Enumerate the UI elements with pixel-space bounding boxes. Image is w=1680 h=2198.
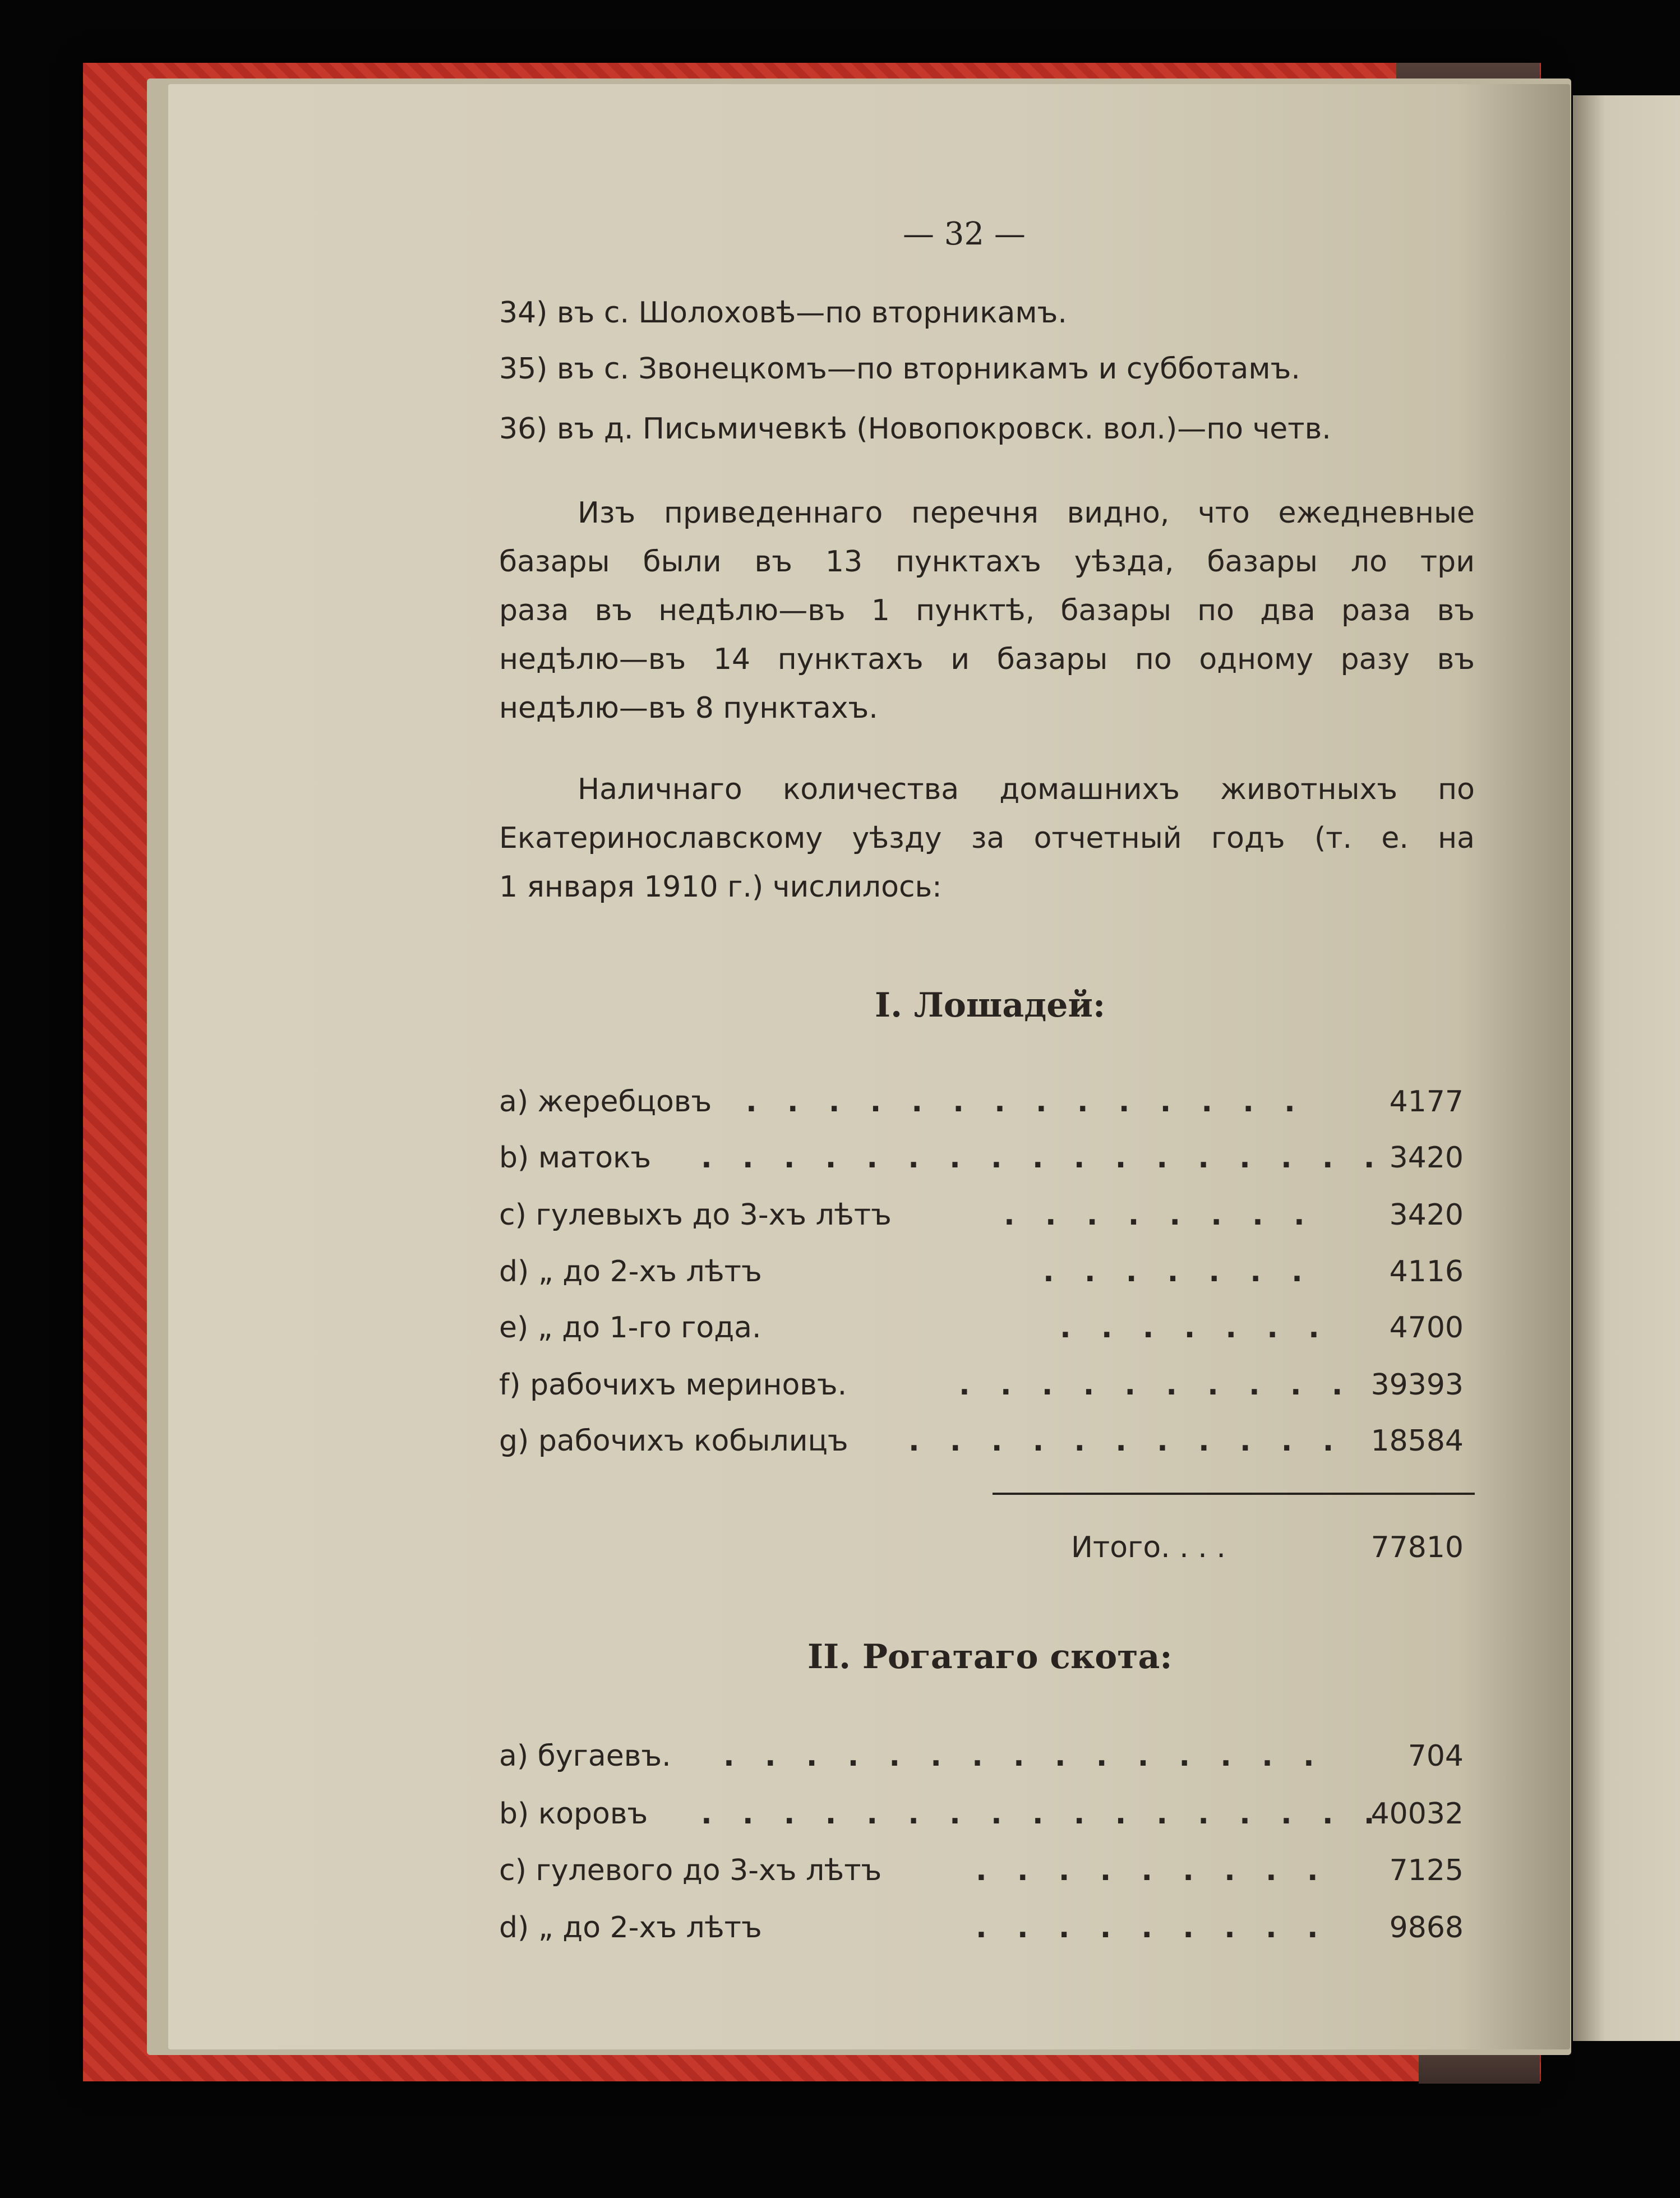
leader-dots: . . . . . . . . . . . . . . (746, 1085, 1305, 1119)
leader-dots: . . . . . . . . . . . . . . . (723, 1739, 1324, 1773)
row-value: 3420 (1389, 1141, 1464, 1175)
total-label: Итого. . . . (1071, 1531, 1226, 1564)
leader-dots: . . . . . . . . . (976, 1911, 1328, 1945)
row-label: g) рабочихъ кобылицъ (499, 1424, 848, 1458)
table-row (499, 1311, 1464, 1350)
paragraph-line: недѣлю—въ 8 пунктахъ. (499, 691, 878, 725)
leader-dots: . . . . . . . (1043, 1255, 1313, 1289)
table-row (499, 1141, 1464, 1180)
facing-page-edge (1573, 95, 1680, 2041)
paragraph-line: недѣлю—въ 14 пунктахъ и базары по одному разу въ (499, 643, 1475, 676)
row-value: 4177 (1389, 1085, 1464, 1119)
leader-dots: . . . . . . . . . (976, 1854, 1328, 1887)
table-row (499, 1854, 1464, 1893)
row-value: 40032 (1370, 1797, 1464, 1831)
leader-dots: . . . . . . . . . . . . . . . . . (701, 1141, 1385, 1175)
row-value: 4116 (1389, 1255, 1464, 1289)
row-label: d) „ до 2-хъ лѣтъ (499, 1911, 762, 1945)
row-label: b) коровъ (499, 1797, 648, 1831)
paragraph-line: 1 января 1910 г.) числилось: (499, 870, 942, 904)
table-row (499, 1198, 1464, 1237)
paragraph-line: раза въ недѣлю—въ 1 пунктѣ, базары по два раза въ (499, 594, 1475, 627)
sum-rule (993, 1493, 1475, 1495)
row-label: a) жеребцовъ (499, 1085, 712, 1119)
total-value: 77810 (1370, 1531, 1464, 1564)
row-label: c) гулевыхъ до 3-хъ лѣтъ (499, 1198, 892, 1232)
total-row (1071, 1531, 1464, 1570)
leader-dots: . . . . . . . . . . (959, 1368, 1353, 1402)
paragraph-line: Изъ приведеннаго перечня видно, что ежедневные (578, 496, 1475, 530)
row-label: b) матокъ (499, 1141, 652, 1175)
row-label: e) „ до 1-го года. (499, 1311, 761, 1345)
list-item: 34) въ с. Шолоховѣ—по вторникамъ. (499, 296, 1067, 330)
table-row (499, 1911, 1464, 1950)
table-row (499, 1797, 1464, 1836)
row-value: 39393 (1370, 1368, 1464, 1402)
row-value: 704 (1407, 1739, 1464, 1773)
table-row (499, 1255, 1464, 1294)
row-label: c) гулевого до 3-хъ лѣтъ (499, 1854, 882, 1887)
row-label: f) рабочихъ мериновъ. (499, 1368, 847, 1402)
row-value: 18584 (1370, 1424, 1464, 1458)
leader-dots: . . . . . . . . (1004, 1198, 1315, 1232)
table-row (499, 1085, 1464, 1124)
leader-dots: . . . . . . . . . . . (908, 1424, 1344, 1458)
leader-dots: . . . . . . . . . . . . . . . . . (701, 1797, 1385, 1831)
paragraph-line: базары были въ 13 пунктахъ уѣзда, базары ло три (499, 545, 1475, 579)
table-row (499, 1424, 1464, 1463)
list-item: 36) въ д. Письмичевкѣ (Новопокровск. вол.)—по четв. (499, 412, 1331, 446)
paragraph-line: Наличнаго количества домашнихъ животныхъ по (578, 773, 1475, 806)
paragraph-line: Екатеринославскому уѣзду за отчетный годъ (т. е. на (499, 821, 1475, 855)
page-number: — 32 — (903, 216, 1026, 252)
row-value: 9868 (1389, 1911, 1464, 1945)
table-row (499, 1739, 1464, 1779)
row-value: 4700 (1389, 1311, 1464, 1345)
row-label: a) бугаевъ. (499, 1739, 671, 1773)
row-value: 7125 (1389, 1854, 1464, 1887)
leader-dots: . . . . . . . (1060, 1311, 1330, 1345)
row-label: d) „ до 2-хъ лѣтъ (499, 1255, 762, 1289)
section-heading-horses: I. Лошадей: (875, 986, 1106, 1025)
section-heading-cattle: II. Рогатаго скота: (807, 1637, 1173, 1677)
table-row (499, 1368, 1464, 1407)
row-value: 3420 (1389, 1198, 1464, 1232)
list-item: 35) въ с. Звонецкомъ—по вторникамъ и субботамъ. (499, 352, 1300, 386)
